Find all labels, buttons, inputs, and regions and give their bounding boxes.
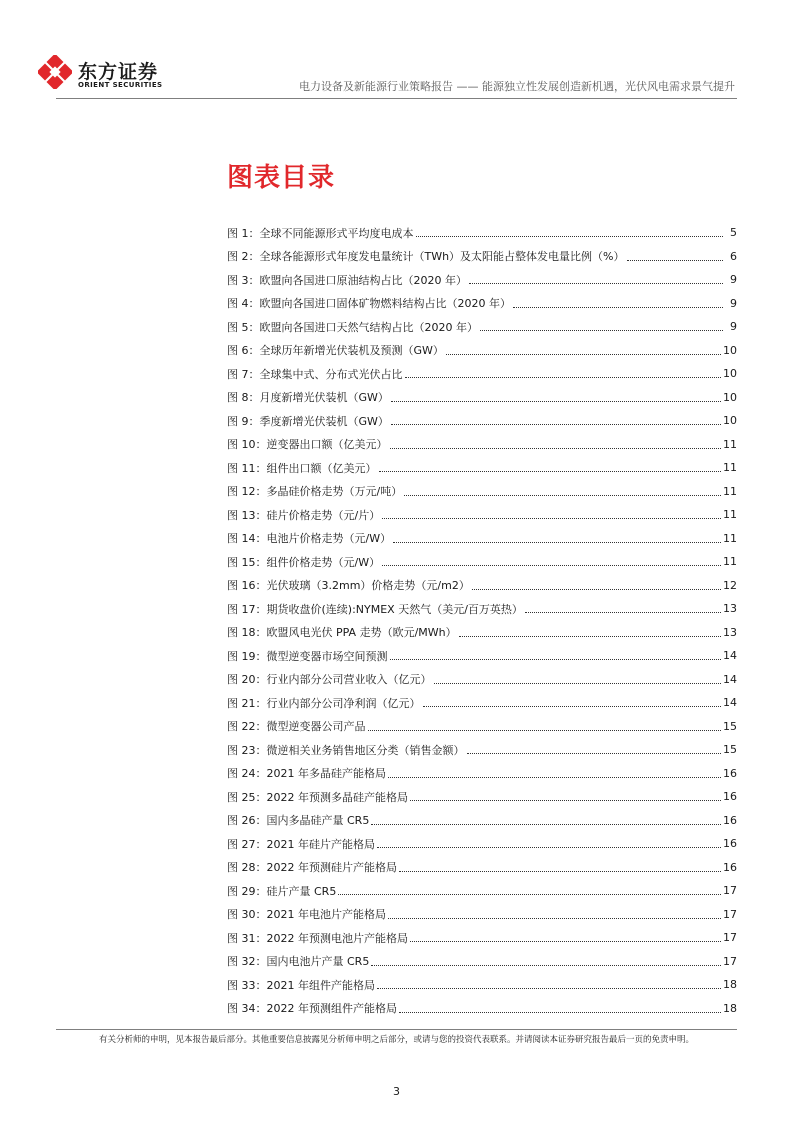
toc-entry-label[interactable]: 图 27：2021 年硅片产能格局 <box>227 837 375 851</box>
toc-entry-page[interactable]: 16 <box>723 813 737 827</box>
toc-entry-page[interactable]: 14 <box>723 649 737 663</box>
toc-entry-page[interactable]: 10 <box>723 343 737 357</box>
toc-entry[interactable] <box>227 926 737 950</box>
toc-dot-leader <box>467 753 722 754</box>
toc-entry-page[interactable]: 5 <box>730 226 737 240</box>
logo-chinese-name: 东方证券 <box>78 61 159 83</box>
toc-entry-label[interactable]: 图 1：全球不同能源形式平均度电成本 <box>227 226 414 240</box>
toc-entry-page[interactable]: 17 <box>723 954 737 968</box>
toc-entry-page[interactable]: 11 <box>723 531 737 545</box>
toc-entry[interactable] <box>227 785 737 809</box>
page-number: 3 <box>393 1085 400 1098</box>
toc-entry[interactable] <box>227 832 737 856</box>
toc-entry[interactable] <box>227 715 737 739</box>
toc-entry-label[interactable]: 图 33：2021 年组件产能格局 <box>227 978 375 992</box>
toc-entry-page[interactable]: 17 <box>723 884 737 898</box>
toc-entry[interactable] <box>227 644 737 668</box>
toc-dot-leader <box>388 777 721 778</box>
toc-entry-page[interactable]: 14 <box>723 672 737 686</box>
toc-dot-leader <box>513 307 723 308</box>
toc-dot-leader <box>480 330 723 331</box>
toc-entry[interactable] <box>227 292 737 316</box>
toc-dot-leader <box>434 683 722 684</box>
toc-entry-label[interactable]: 图 22：微型逆变器公司产品 <box>227 720 366 734</box>
toc-dot-leader <box>410 800 721 801</box>
toc-dot-leader <box>472 589 721 590</box>
toc-entry-label[interactable]: 图 18：欧盟风电光伏 PPA 走势（欧元/MWh） <box>227 626 457 640</box>
toc-entry[interactable] <box>227 456 737 480</box>
orient-securities-logo-icon <box>38 55 72 89</box>
toc-entry-page[interactable]: 10 <box>723 414 737 428</box>
toc-entry[interactable] <box>227 668 737 692</box>
toc-dot-leader <box>382 518 721 519</box>
toc-entry-page[interactable]: 13 <box>723 602 737 616</box>
toc-entry-label[interactable]: 图 15：组件价格走势（元/W） <box>227 555 381 569</box>
toc-entry-page[interactable]: 15 <box>723 719 737 733</box>
toc-dot-leader <box>377 988 721 989</box>
toc-entry-label[interactable]: 图 8：月度新增光伏装机（GW） <box>227 391 389 405</box>
footer-disclaimer: 有关分析师的申明，见本报告最后部分。其他重要信息披露见分析师申明之后部分，或请与您的投资代表联系。并请阅读本证券研究报告最后一页的免责申明。 <box>98 1035 694 1045</box>
toc-entry-label[interactable]: 图 25：2022 年预测多晶硅产能格局 <box>227 790 408 804</box>
toc-entry-label[interactable]: 图 29：硅片产量 CR5 <box>227 884 337 898</box>
toc-entry-page[interactable]: 17 <box>723 907 737 921</box>
toc-entry-page[interactable]: 18 <box>723 978 737 992</box>
toc-dot-leader <box>423 706 722 707</box>
toc-dot-leader <box>459 636 721 637</box>
toc-entry-label[interactable]: 图 26：国内多晶硅产量 CR5 <box>227 814 370 828</box>
toc-entry-page[interactable]: 11 <box>723 484 737 498</box>
toc-dot-leader <box>382 565 721 566</box>
toc-entry[interactable] <box>227 362 737 386</box>
toc-entry-page[interactable]: 10 <box>723 390 737 404</box>
toc-dot-leader <box>390 448 722 449</box>
toc-entry-label[interactable]: 图 10：逆变器出口额（亿美元） <box>227 438 388 452</box>
toc-dot-leader <box>371 824 721 825</box>
toc-entry-page[interactable]: 9 <box>730 320 737 334</box>
toc-entry-label[interactable]: 图 23：微逆相关业务销售地区分类（销售金额） <box>227 743 465 757</box>
toc-entry[interactable] <box>227 268 737 292</box>
toc-entry[interactable] <box>227 386 737 410</box>
toc-entry-page[interactable]: 13 <box>723 625 737 639</box>
logo-english-name: ORIENT SECURITIES <box>78 81 163 89</box>
toc-entry[interactable] <box>227 597 737 621</box>
toc-entry[interactable] <box>227 315 737 339</box>
toc-entry-label[interactable]: 图 31：2022 年预测电池片产能格局 <box>227 931 408 945</box>
toc-entry-label[interactable]: 图 32：国内电池片产量 CR5 <box>227 955 370 969</box>
toc-entry[interactable] <box>227 950 737 974</box>
toc-entry-label[interactable]: 图 20：行业内部分公司营业收入（亿元） <box>227 673 432 687</box>
toc-dot-leader <box>393 542 721 543</box>
toc-entry-label[interactable]: 图 2：全球各能源形式年度发电量统计（TWh）及太阳能占整体发电量比例（%） <box>227 250 625 264</box>
toc-dot-leader <box>399 871 721 872</box>
company-logo <box>38 52 178 92</box>
toc-dot-leader <box>469 283 723 284</box>
toc-entry[interactable] <box>227 997 737 1021</box>
toc-entry-label[interactable]: 图 16：光伏玻璃（3.2mm）价格走势（元/m2） <box>227 579 470 593</box>
toc-entry-label[interactable]: 图 17：期货收盘价(连续):NYMEX 天然气（美元/百万英热） <box>227 602 523 616</box>
toc-entry-label[interactable]: 图 19：微型逆变器市场空间预测 <box>227 649 388 663</box>
header-divider <box>56 98 737 99</box>
toc-entry-label[interactable]: 图 4：欧盟向各国进口固体矿物燃料结构占比（2020 年） <box>227 297 511 311</box>
toc-entry-label[interactable]: 图 3：欧盟向各国进口原油结构占比（2020 年） <box>227 273 467 287</box>
toc-entry-label[interactable]: 图 12：多晶硅价格走势（万元/吨） <box>227 485 403 499</box>
toc-entry[interactable] <box>227 550 737 574</box>
toc-entry-page[interactable]: 16 <box>723 790 737 804</box>
toc-dot-leader <box>371 965 721 966</box>
toc-dot-leader <box>410 941 721 942</box>
toc-entry[interactable] <box>227 245 737 269</box>
toc-dot-leader <box>525 612 721 613</box>
toc-entry-page[interactable]: 11 <box>723 461 737 475</box>
toc-dot-leader <box>627 260 723 261</box>
toc-entry[interactable] <box>227 856 737 880</box>
toc-dot-leader <box>388 918 721 919</box>
toc-entry-label[interactable]: 图 7：全球集中式、分布式光伏占比 <box>227 367 403 381</box>
toc-entry-page[interactable]: 10 <box>723 367 737 381</box>
toc-dot-leader <box>379 471 722 472</box>
toc-entry-label[interactable]: 图 9：季度新增光伏装机（GW） <box>227 414 389 428</box>
toc-entry-label[interactable]: 图 34：2022 年预测组件产能格局 <box>227 1002 397 1016</box>
toc-entry-page[interactable]: 11 <box>723 555 737 569</box>
toc-entry-page[interactable]: 11 <box>723 437 737 451</box>
toc-entry-label[interactable]: 图 11：组件出口额（亿美元） <box>227 461 377 475</box>
toc-entry-label[interactable]: 图 5：欧盟向各国进口天然气结构占比（2020 年） <box>227 320 478 334</box>
toc-entry[interactable] <box>227 503 737 527</box>
toc-entry[interactable] <box>227 809 737 833</box>
toc-entry[interactable] <box>227 527 737 551</box>
toc-entry[interactable] <box>227 879 737 903</box>
toc-entry-label[interactable]: 图 14：电池片价格走势（元/W） <box>227 532 392 546</box>
toc-entry-label[interactable]: 图 24：2021 年多晶硅产能格局 <box>227 767 386 781</box>
toc-entry-page[interactable]: 9 <box>730 273 737 287</box>
toc-heading: 图表目录 <box>227 163 336 193</box>
toc-dot-leader <box>404 495 721 496</box>
toc-entry[interactable] <box>227 762 737 786</box>
toc-dot-leader <box>390 659 722 660</box>
toc-dot-leader <box>446 354 721 355</box>
toc-entry[interactable] <box>227 409 737 433</box>
toc-entry-label[interactable]: 图 28：2022 年预测硅片产能格局 <box>227 861 397 875</box>
toc-entry-page[interactable]: 6 <box>730 249 737 263</box>
toc-dot-leader <box>368 730 722 731</box>
toc-dot-leader <box>405 377 722 378</box>
toc-dot-leader <box>399 1012 721 1013</box>
toc-entry-label[interactable]: 图 6：全球历年新增光伏装机及预测（GW） <box>227 344 444 358</box>
toc-entry-page[interactable]: 15 <box>723 743 737 757</box>
toc-entry-page[interactable]: 11 <box>723 508 737 522</box>
toc-entry-page[interactable]: 12 <box>723 578 737 592</box>
toc-dot-leader <box>391 424 721 425</box>
toc-entry-label[interactable]: 图 21：行业内部分公司净利润（亿元） <box>227 696 421 710</box>
toc-entry[interactable] <box>227 339 737 363</box>
toc-dot-leader <box>377 847 721 848</box>
toc-entry[interactable] <box>227 738 737 762</box>
toc-entry[interactable] <box>227 480 737 504</box>
figure-list <box>227 221 737 1020</box>
toc-entry-page[interactable]: 16 <box>723 860 737 874</box>
toc-entry[interactable] <box>227 221 737 245</box>
toc-entry-page[interactable]: 9 <box>730 296 737 310</box>
toc-dot-leader <box>338 894 721 895</box>
toc-entry-page[interactable]: 18 <box>723 1001 737 1015</box>
toc-entry-page[interactable]: 16 <box>723 837 737 851</box>
toc-entry[interactable] <box>227 973 737 997</box>
toc-entry-label[interactable]: 图 13：硅片价格走势（元/片） <box>227 508 381 522</box>
toc-dot-leader <box>391 401 721 402</box>
toc-entry[interactable] <box>227 433 737 457</box>
toc-entry-page[interactable]: 16 <box>723 766 737 780</box>
toc-entry-page[interactable]: 17 <box>723 931 737 945</box>
toc-entry[interactable] <box>227 621 737 645</box>
footer-divider <box>56 1029 737 1030</box>
toc-entry-page[interactable]: 14 <box>723 696 737 710</box>
toc-entry-label[interactable]: 图 30：2021 年电池片产能格局 <box>227 908 386 922</box>
toc-entry[interactable] <box>227 903 737 927</box>
toc-entry[interactable] <box>227 574 737 598</box>
report-subtitle: 电力设备及新能源行业策略报告 —— 能源独立性发展创造新机遇，光伏风电需求景气提升 <box>299 80 735 93</box>
toc-dot-leader <box>416 236 724 237</box>
toc-entry[interactable] <box>227 691 737 715</box>
